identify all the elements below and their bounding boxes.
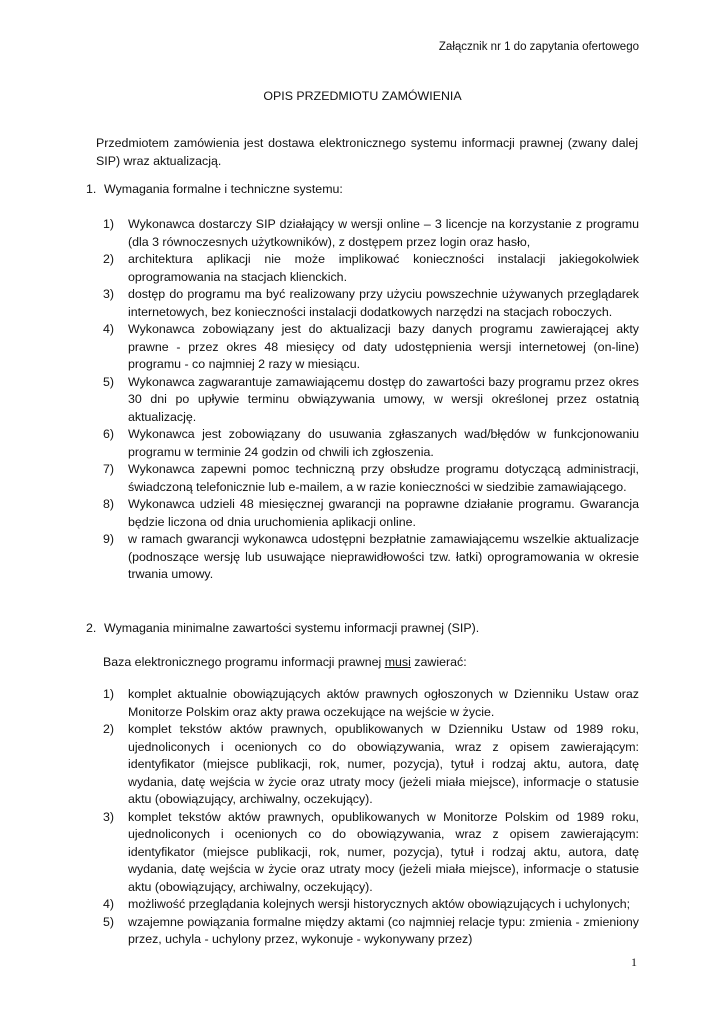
- section-2-number: 2.: [86, 621, 97, 635]
- page-number: 1: [631, 955, 637, 969]
- item-number: 5): [103, 374, 115, 389]
- item-text: wzajemne powiązania formalne między aktami (co najmniej relacje typu: zmienia - zmieniony przez, uchyla - uchylony przez, wykonuje - wykonywany przez): [128, 914, 639, 946]
- list-item: [103, 461, 639, 496]
- subheading-underlined-word: musi: [384, 655, 411, 669]
- item-text: Wykonawca zagwarantuje zamawiającemu dostęp do zawartości bazy programu przez okres 30 dni po upływie terminu obwiązywania umowy, w wersji określonej przez ostatnią aktualizację.: [128, 374, 639, 424]
- item-number: 5): [103, 914, 115, 929]
- intro-paragraph: Przedmiotem zamówienia jest dostawa elektronicznego systemu informacji prawnej (zwany dalej SIP) wraz aktualizacją.: [96, 136, 638, 168]
- list-item: [103, 686, 639, 721]
- item-number: 2): [103, 252, 115, 266]
- list-item: [103, 374, 639, 427]
- item-text: Wykonawca jest zobowiązany do usuwania zgłaszanych wad/błędów w funkcjonowaniu programu w terminie 24 godzin od chwili ich zgłoszenia.: [128, 427, 639, 459]
- item-text: Wykonawca zobowiązany jest do aktualizacji bazy danych programu zawierającej akty prawne - przez okres 48 miesięcy od daty udostępnienia wersji internetowej (on-line) programu - co najmniej 2 razy w miesiącu.: [128, 322, 639, 371]
- item-text: Wykonawca zapewni pomoc techniczną przy obsłudze programu dotyczącą administracji, świadczoną telefonicznie lub e-mailem, a w razie konieczności w siedzibie zamawiającego.: [128, 462, 639, 494]
- section-2-list: [103, 686, 639, 949]
- section-2-title: Wymagania minimalne zawartości systemu informacji prawnej (SIP).: [104, 621, 480, 635]
- item-text: Wykonawca udzieli 48 miesięcznej gwarancji na poprawne działanie programu. Gwarancja będzie liczona od dnia uruchomienia aplikacji online.: [128, 497, 639, 529]
- item-text: komplet tekstów aktów prawnych, opublikowanych w Monitorze Polskim od 1989 roku, ujednoliconych i ocenionych co do obowiązywania, wraz z opisem zawierającym: identyfikator (miejsce publikacji, rok, numer, pozycja), tytuł i rodzaj aktu, autora, datę wydania, datę wejścia w życie oraz utraty mocy (jeżeli miała miejsce), informacje o statusie aktu (obowiązujący, archiwalny, oczekujący).: [128, 809, 639, 894]
- list-item: [103, 216, 639, 251]
- section-2-heading: [86, 619, 479, 637]
- list-item: [103, 531, 639, 584]
- subheading-text-before: Baza elektronicznego programu informacji prawnej: [103, 655, 385, 669]
- list-item: [103, 286, 639, 321]
- item-text: architektura aplikacji nie może implikować konieczności instalacji jakiegokolwiek oprogramowania na stacjach klienckich.: [128, 252, 639, 284]
- list-item: [103, 321, 639, 374]
- list-item: [103, 496, 639, 531]
- list-item: [103, 721, 639, 809]
- item-number: 8): [103, 497, 115, 511]
- item-number: 3): [103, 809, 115, 824]
- item-text: możliwość przeglądania kolejnych wersji historycznych aktów obowiązujących i uchylonych;: [128, 897, 631, 911]
- list-item: [103, 426, 639, 461]
- item-number: 3): [103, 287, 115, 301]
- list-item: [103, 251, 639, 286]
- item-number: 2): [103, 722, 115, 736]
- item-number: 1): [103, 687, 115, 701]
- subheading-text-after: zawierać:: [410, 655, 467, 669]
- item-number: 4): [103, 897, 115, 911]
- section-1-heading: [86, 180, 343, 198]
- list-item: [103, 914, 639, 949]
- item-number: 6): [103, 427, 115, 441]
- item-text: Wykonawca dostarczy SIP działający w wersji online – 3 licencje na korzystanie z programu (dla 3 równoczesnych użytkowników), z dostępem przez login oraz hasło,: [128, 217, 639, 249]
- section-1-number: 1.: [86, 182, 97, 196]
- item-text: dostęp do programu ma być realizowany przy użyciu powszechnie używanych przeglądarek internetowych, bez konieczności instalacji dodatkowych narzędzi na stacjach roboczych.: [128, 287, 639, 319]
- item-number: 7): [103, 462, 115, 476]
- item-number: 4): [103, 322, 115, 336]
- attachment-label: Załącznik nr 1 do zapytania ofertowego: [438, 41, 639, 53]
- list-item: [103, 809, 639, 897]
- item-text: w ramach gwarancji wykonawca udostępni bezpłatnie zamawiającemu wszelkie aktualizacje (podnoszące wersję lub usuwające nieprawidłowości tzw. łatki) oprogramowania w okresie trwania umowy.: [128, 532, 639, 581]
- list-item: [103, 896, 639, 914]
- document-title: OPIS PRZEDMIOTU ZAMÓWIENIA: [263, 89, 462, 103]
- item-text: komplet tekstów aktów prawnych, opublikowanych w Dzienniku Ustaw od 1989 roku, ujednoliconych i ocenionych co do obowiązywania, wraz z opisem zawierającym: identyfikator (miejsce publikacji, rok, numer, pozycja), tytuł i rodzaj aktu, autora, datę wydania, datę wejścia w życie oraz utraty mocy (jeżeli miała miejsce), informacje o statusie aktu (obowiązujący, archiwalny, oczekujący).: [128, 722, 639, 806]
- item-number: 9): [103, 532, 115, 546]
- section-1-title: Wymagania formalne i techniczne systemu:: [104, 182, 343, 196]
- item-text: komplet aktualnie obowiązujących aktów prawnych ogłoszonych w Dzienniku Ustaw oraz Monitorze Polskim oraz akty prawa oczekujące na wejście w życie.: [128, 687, 639, 719]
- section-2-subheading: [103, 653, 467, 671]
- section-1-list: [103, 216, 639, 584]
- item-number: 1): [103, 217, 115, 231]
